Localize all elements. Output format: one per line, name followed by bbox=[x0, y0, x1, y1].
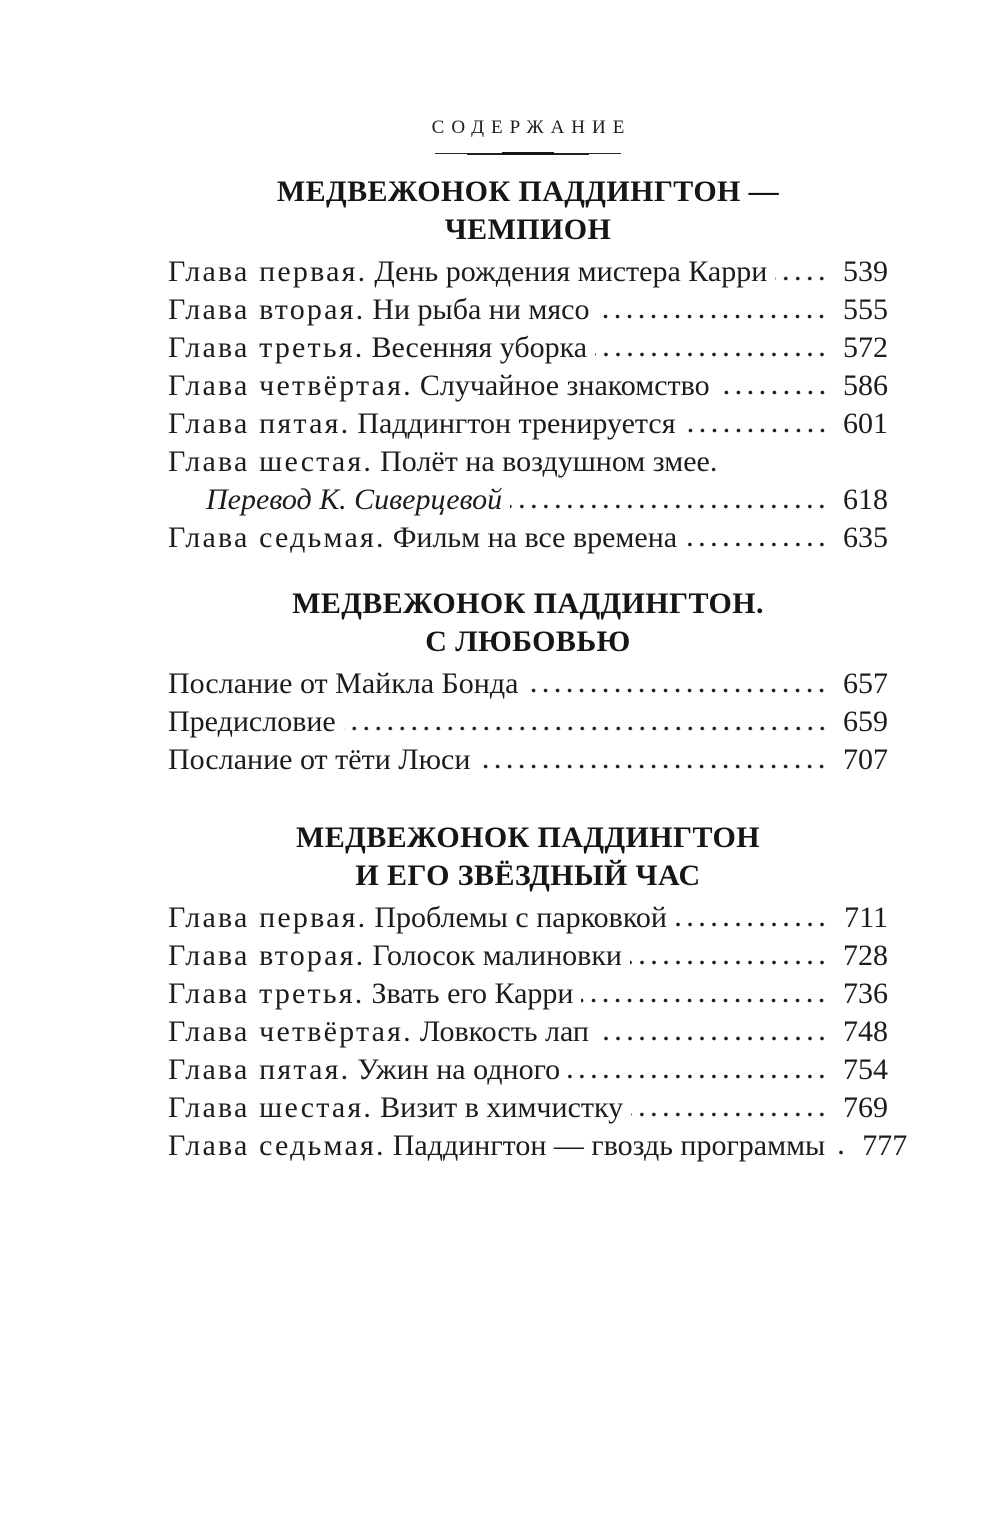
section-title bbox=[168, 173, 888, 249]
section-entries bbox=[168, 899, 908, 1165]
entry-title: Полёт на воздушном змее. bbox=[380, 445, 718, 478]
toc-entry bbox=[168, 899, 888, 937]
chapter-label: Глава пятая. bbox=[168, 407, 351, 440]
page-number: 748 bbox=[843, 1015, 888, 1048]
chapter-label: Глава вторая. bbox=[168, 939, 366, 972]
section-title-line: МЕДВЕЖОНОК ПАДДИНГТОН bbox=[296, 821, 760, 854]
dot-leader bbox=[833, 1150, 847, 1155]
toc-entry bbox=[168, 519, 888, 557]
page-title: СОДЕРЖАНИЕ bbox=[431, 117, 632, 138]
page-number: 635 bbox=[843, 521, 888, 554]
page-number: 539 bbox=[843, 255, 888, 288]
entry-text bbox=[168, 519, 677, 557]
toc-entry bbox=[168, 481, 888, 519]
dot-leader bbox=[775, 276, 828, 281]
page-number: 601 bbox=[843, 407, 888, 440]
dot-leader bbox=[597, 314, 828, 319]
section-title-line: ЧЕМПИОН bbox=[444, 213, 612, 246]
divider-center-bar bbox=[502, 152, 554, 155]
entry-text bbox=[168, 1089, 623, 1127]
entry-text bbox=[206, 481, 502, 519]
toc-section bbox=[168, 585, 888, 779]
entry-title: Послание от тёти Люси bbox=[168, 743, 471, 776]
page-number: 728 bbox=[843, 939, 888, 972]
page-number: 777 bbox=[862, 1129, 908, 1162]
decorative-divider bbox=[435, 151, 621, 157]
toc-entry bbox=[168, 1051, 888, 1089]
toc-section bbox=[168, 173, 888, 557]
toc-entry bbox=[168, 741, 888, 779]
entry-title: Паддингтон — гвоздь программы bbox=[392, 1129, 826, 1162]
entry-text bbox=[168, 253, 767, 291]
toc-entry bbox=[168, 253, 888, 291]
dot-leader bbox=[478, 764, 828, 769]
page-number: 555 bbox=[843, 293, 888, 326]
dot-leader bbox=[595, 352, 828, 357]
page-number: 736 bbox=[843, 977, 888, 1010]
toc-entry bbox=[168, 1127, 908, 1165]
entry-text bbox=[168, 937, 622, 975]
chapter-label: Глава седьмая. bbox=[168, 521, 386, 554]
toc-entry bbox=[168, 937, 888, 975]
dot-leader bbox=[675, 922, 828, 927]
chapter-label: Глава пятая. bbox=[168, 1053, 351, 1086]
page-number: 618 bbox=[843, 483, 888, 516]
section-title bbox=[168, 585, 888, 661]
entry-title: Паддингтон тренируется bbox=[357, 407, 676, 440]
section-title bbox=[168, 819, 888, 895]
page-number: 572 bbox=[843, 331, 888, 364]
chapter-label: Глава третья. bbox=[168, 977, 365, 1010]
entry-title: Случайное знакомство bbox=[419, 369, 710, 402]
page-number: 707 bbox=[843, 743, 888, 776]
entry-text bbox=[168, 741, 470, 779]
toc-entry bbox=[168, 703, 888, 741]
chapter-label: Глава шестая. bbox=[168, 445, 374, 478]
page-number: 659 bbox=[843, 705, 888, 738]
entry-title: Ни рыба ни мясо bbox=[372, 293, 590, 326]
dot-leader bbox=[510, 504, 828, 509]
toc-entry bbox=[168, 665, 888, 703]
entry-text bbox=[168, 405, 676, 443]
section-title-line: С ЛЮБОВЬЮ bbox=[425, 625, 631, 658]
chapter-label: Глава четвёртая. bbox=[168, 369, 413, 402]
entry-text bbox=[168, 1127, 825, 1165]
entry-text bbox=[168, 703, 336, 741]
entry-title: Голосок малиновки bbox=[372, 939, 622, 972]
chapter-label: Глава четвёртая. bbox=[168, 1015, 413, 1048]
dot-leader bbox=[684, 428, 828, 433]
entry-title: Предисловие bbox=[168, 705, 336, 738]
toc-entry bbox=[168, 329, 888, 367]
entry-title: Ловкость лап bbox=[419, 1015, 589, 1048]
entry-text bbox=[168, 1051, 560, 1089]
chapter-label: Глава первая. bbox=[168, 901, 368, 934]
entry-text bbox=[168, 1013, 589, 1051]
section-title-line: МЕДВЕЖОНОК ПАДДИНГТОН — bbox=[276, 175, 780, 208]
toc-entry bbox=[168, 443, 888, 481]
entry-text bbox=[168, 975, 573, 1013]
dot-leader bbox=[685, 542, 828, 547]
dot-leader bbox=[597, 1036, 828, 1041]
entry-text bbox=[168, 665, 518, 703]
toc-entry bbox=[168, 975, 888, 1013]
page-number: 754 bbox=[843, 1053, 888, 1086]
entry-title: Весенняя уборка bbox=[371, 331, 588, 364]
toc-entry bbox=[168, 367, 888, 405]
dot-leader bbox=[630, 960, 828, 965]
entry-text bbox=[168, 367, 710, 405]
chapter-label: Глава шестая. bbox=[168, 1091, 374, 1124]
page-number: 711 bbox=[844, 901, 888, 934]
toc-entry bbox=[168, 1013, 888, 1051]
toc-entry bbox=[168, 291, 888, 329]
page-number: 586 bbox=[843, 369, 888, 402]
entry-title: Визит в химчистку bbox=[380, 1091, 624, 1124]
entry-title: Проблемы с парковкой bbox=[374, 901, 667, 934]
toc-section bbox=[168, 819, 908, 1165]
toc-entry bbox=[168, 405, 888, 443]
section-title-line: МЕДВЕЖОНОК ПАДДИНГТОН. bbox=[292, 587, 764, 620]
chapter-label: Глава первая. bbox=[168, 255, 368, 288]
entry-title: Послание от Майкла Бонда bbox=[168, 667, 519, 700]
dot-leader bbox=[568, 1074, 828, 1079]
entry-title: Звать его Карри bbox=[371, 977, 574, 1010]
page-number: 769 bbox=[843, 1091, 888, 1124]
entry-title: Фильм на все времена bbox=[392, 521, 678, 554]
chapter-label: Глава третья. bbox=[168, 331, 365, 364]
entry-title: День рождения мистера Карри bbox=[374, 255, 768, 288]
chapter-label: Глава седьмая. bbox=[168, 1129, 386, 1162]
dot-leader bbox=[718, 390, 828, 395]
entry-text bbox=[168, 899, 667, 937]
entry-text bbox=[168, 291, 589, 329]
entry-title: Ужин на одного bbox=[357, 1053, 561, 1086]
dot-leader bbox=[526, 688, 828, 693]
entry-text bbox=[168, 329, 587, 367]
entry-text bbox=[168, 443, 717, 481]
dot-leader bbox=[344, 726, 828, 731]
toc-entry bbox=[168, 1089, 888, 1127]
section-entries bbox=[168, 665, 888, 779]
entry-title: Перевод К. Сиверцевой bbox=[206, 483, 503, 516]
chapter-label: Глава вторая. bbox=[168, 293, 366, 326]
toc-sections bbox=[168, 173, 908, 1165]
page-number: 657 bbox=[843, 667, 888, 700]
dot-leader bbox=[581, 998, 828, 1003]
dot-leader bbox=[631, 1112, 828, 1117]
section-title-line: И ЕГО ЗВЁЗДНЫЙ ЧАС bbox=[355, 859, 701, 892]
section-entries bbox=[168, 253, 888, 557]
